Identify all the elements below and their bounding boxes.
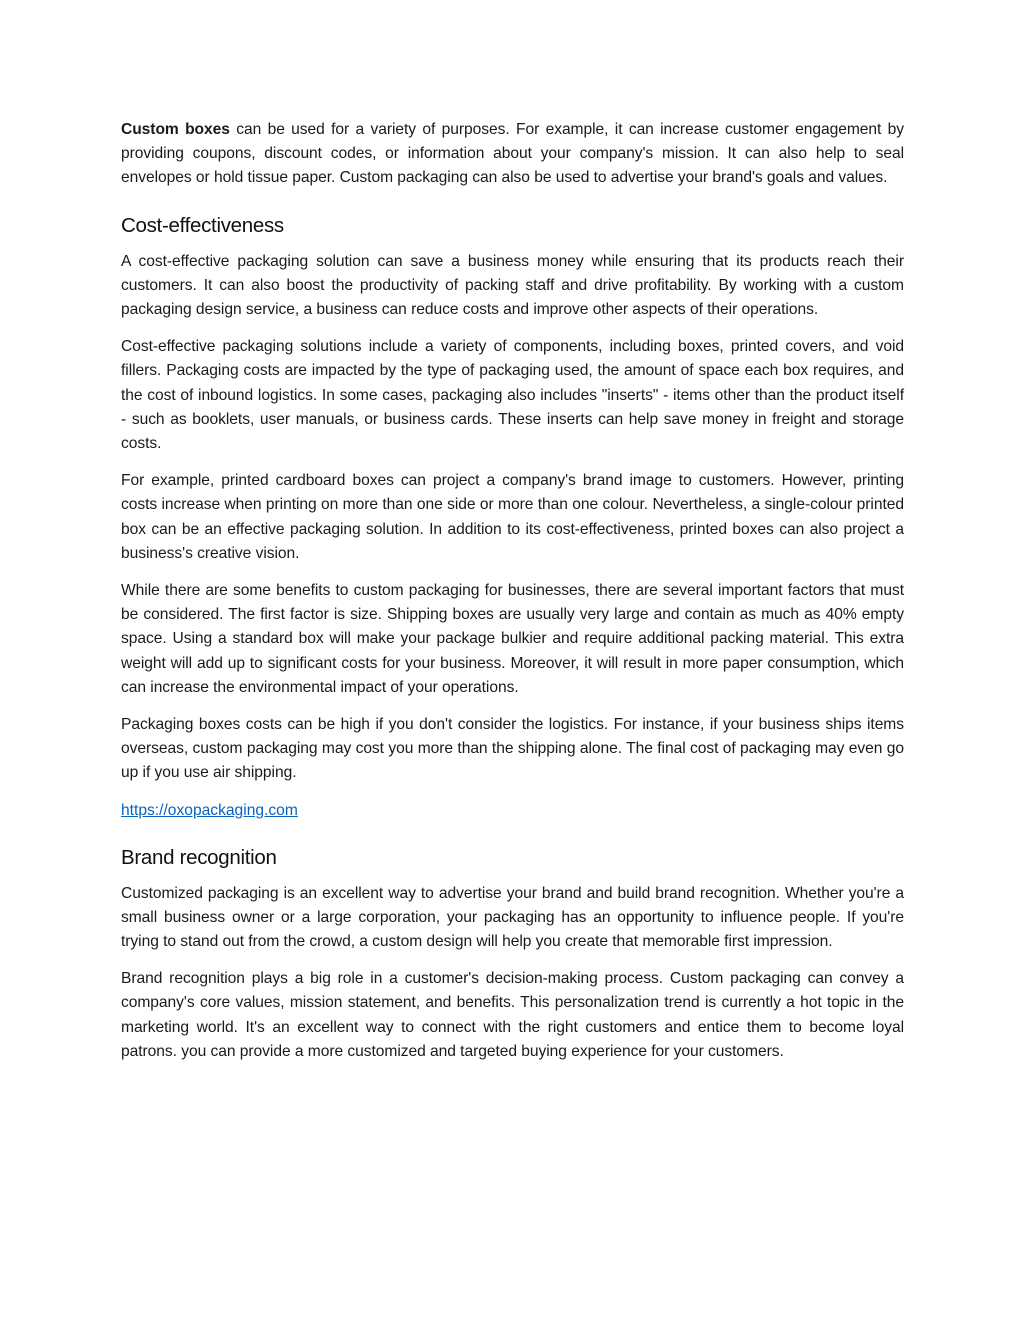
cost-paragraph-1: A cost-effective packaging solution can save a business money while ensuring that its products reach their customers. It can also boost the productivity of packing staff and drive profitability. By working with a custom packaging design service, a business can reduce costs and improve other aspects of their operations. bbox=[121, 252, 904, 319]
intro-bold-lead: Custom boxes bbox=[121, 121, 230, 138]
brand-paragraph-2: Brand recognition plays a big role in a customer's decision-making process. Custom packaging can convey a company's core values, mission statement, and benefits. This personalization trend is currently a hot topic in the marketing world. It's an excellent way to connect with the right customers and entice them to become loyal patrons. you can provide a more customized and targeted buying experience for your customers. bbox=[121, 970, 904, 1060]
cost-paragraph-5: Packaging boxes costs can be high if you don't consider the logistics. For instance, if your business ships items overseas, custom packaging may cost you more than the shipping alone. The final cost of packaging may even go up if you use air shipping. bbox=[121, 716, 904, 782]
document-page bbox=[121, 118, 904, 1077]
intro-text: can be used for a variety of purposes. For example, it can increase customer engagement by providing coupons, discount codes, or information about your company's mission. It can also help to seal envelopes or hold tissue paper. Custom packaging can also be used to advertise your brand's goals and values. bbox=[121, 121, 905, 187]
oxopackaging-link[interactable]: https://oxopackaging.com bbox=[121, 801, 298, 819]
link-paragraph bbox=[121, 799, 904, 823]
cost-paragraph-3: For example, printed cardboard boxes can project a company's brand image to customers. However, printing costs increase when printing on more than one side or more than one colour. Nevertheless, a single-colour printed box can be an effective packaging solution. In addition to its cost-effectiveness, printed boxes can also project a business's creative vision. bbox=[121, 472, 904, 562]
section-heading-brand-recognition: Brand recognition bbox=[121, 845, 277, 869]
cost-paragraph-2: Cost-effective packaging solutions include a variety of components, including boxes, printed covers, and void fillers. Packaging costs are impacted by the type of packaging used, the amount of space each box requires, and the cost of inbound logistics. In some cases, packaging also includes "inserts" - items other than the product itself - such as booklets, user manuals, or business cards. These inserts can help save money in freight and storage costs. bbox=[121, 338, 904, 453]
section-heading-cost-effectiveness: Cost-effectiveness bbox=[121, 213, 284, 237]
cost-paragraph-4: While there are some benefits to custom packaging for businesses, there are several important factors that must be considered. The first factor is size. Shipping boxes are usually very large and contain as much as 40% empty space. Using a standard box will make your package bulkier and require additional packing material. This extra weight will add up to significant costs for your business. Moreover, it will result in more paper consumption, which can increase the environmental impact of your operations. bbox=[121, 582, 904, 696]
intro-paragraph bbox=[121, 118, 904, 191]
brand-paragraph-1: Customized packaging is an excellent way to advertise your brand and build brand recognition. Whether you're a small business owner or a large corporation, your packaging has an opportunity to influence people. If you're trying to stand out from the crowd, a custom design will help you create that memorable first impression. bbox=[121, 884, 904, 951]
